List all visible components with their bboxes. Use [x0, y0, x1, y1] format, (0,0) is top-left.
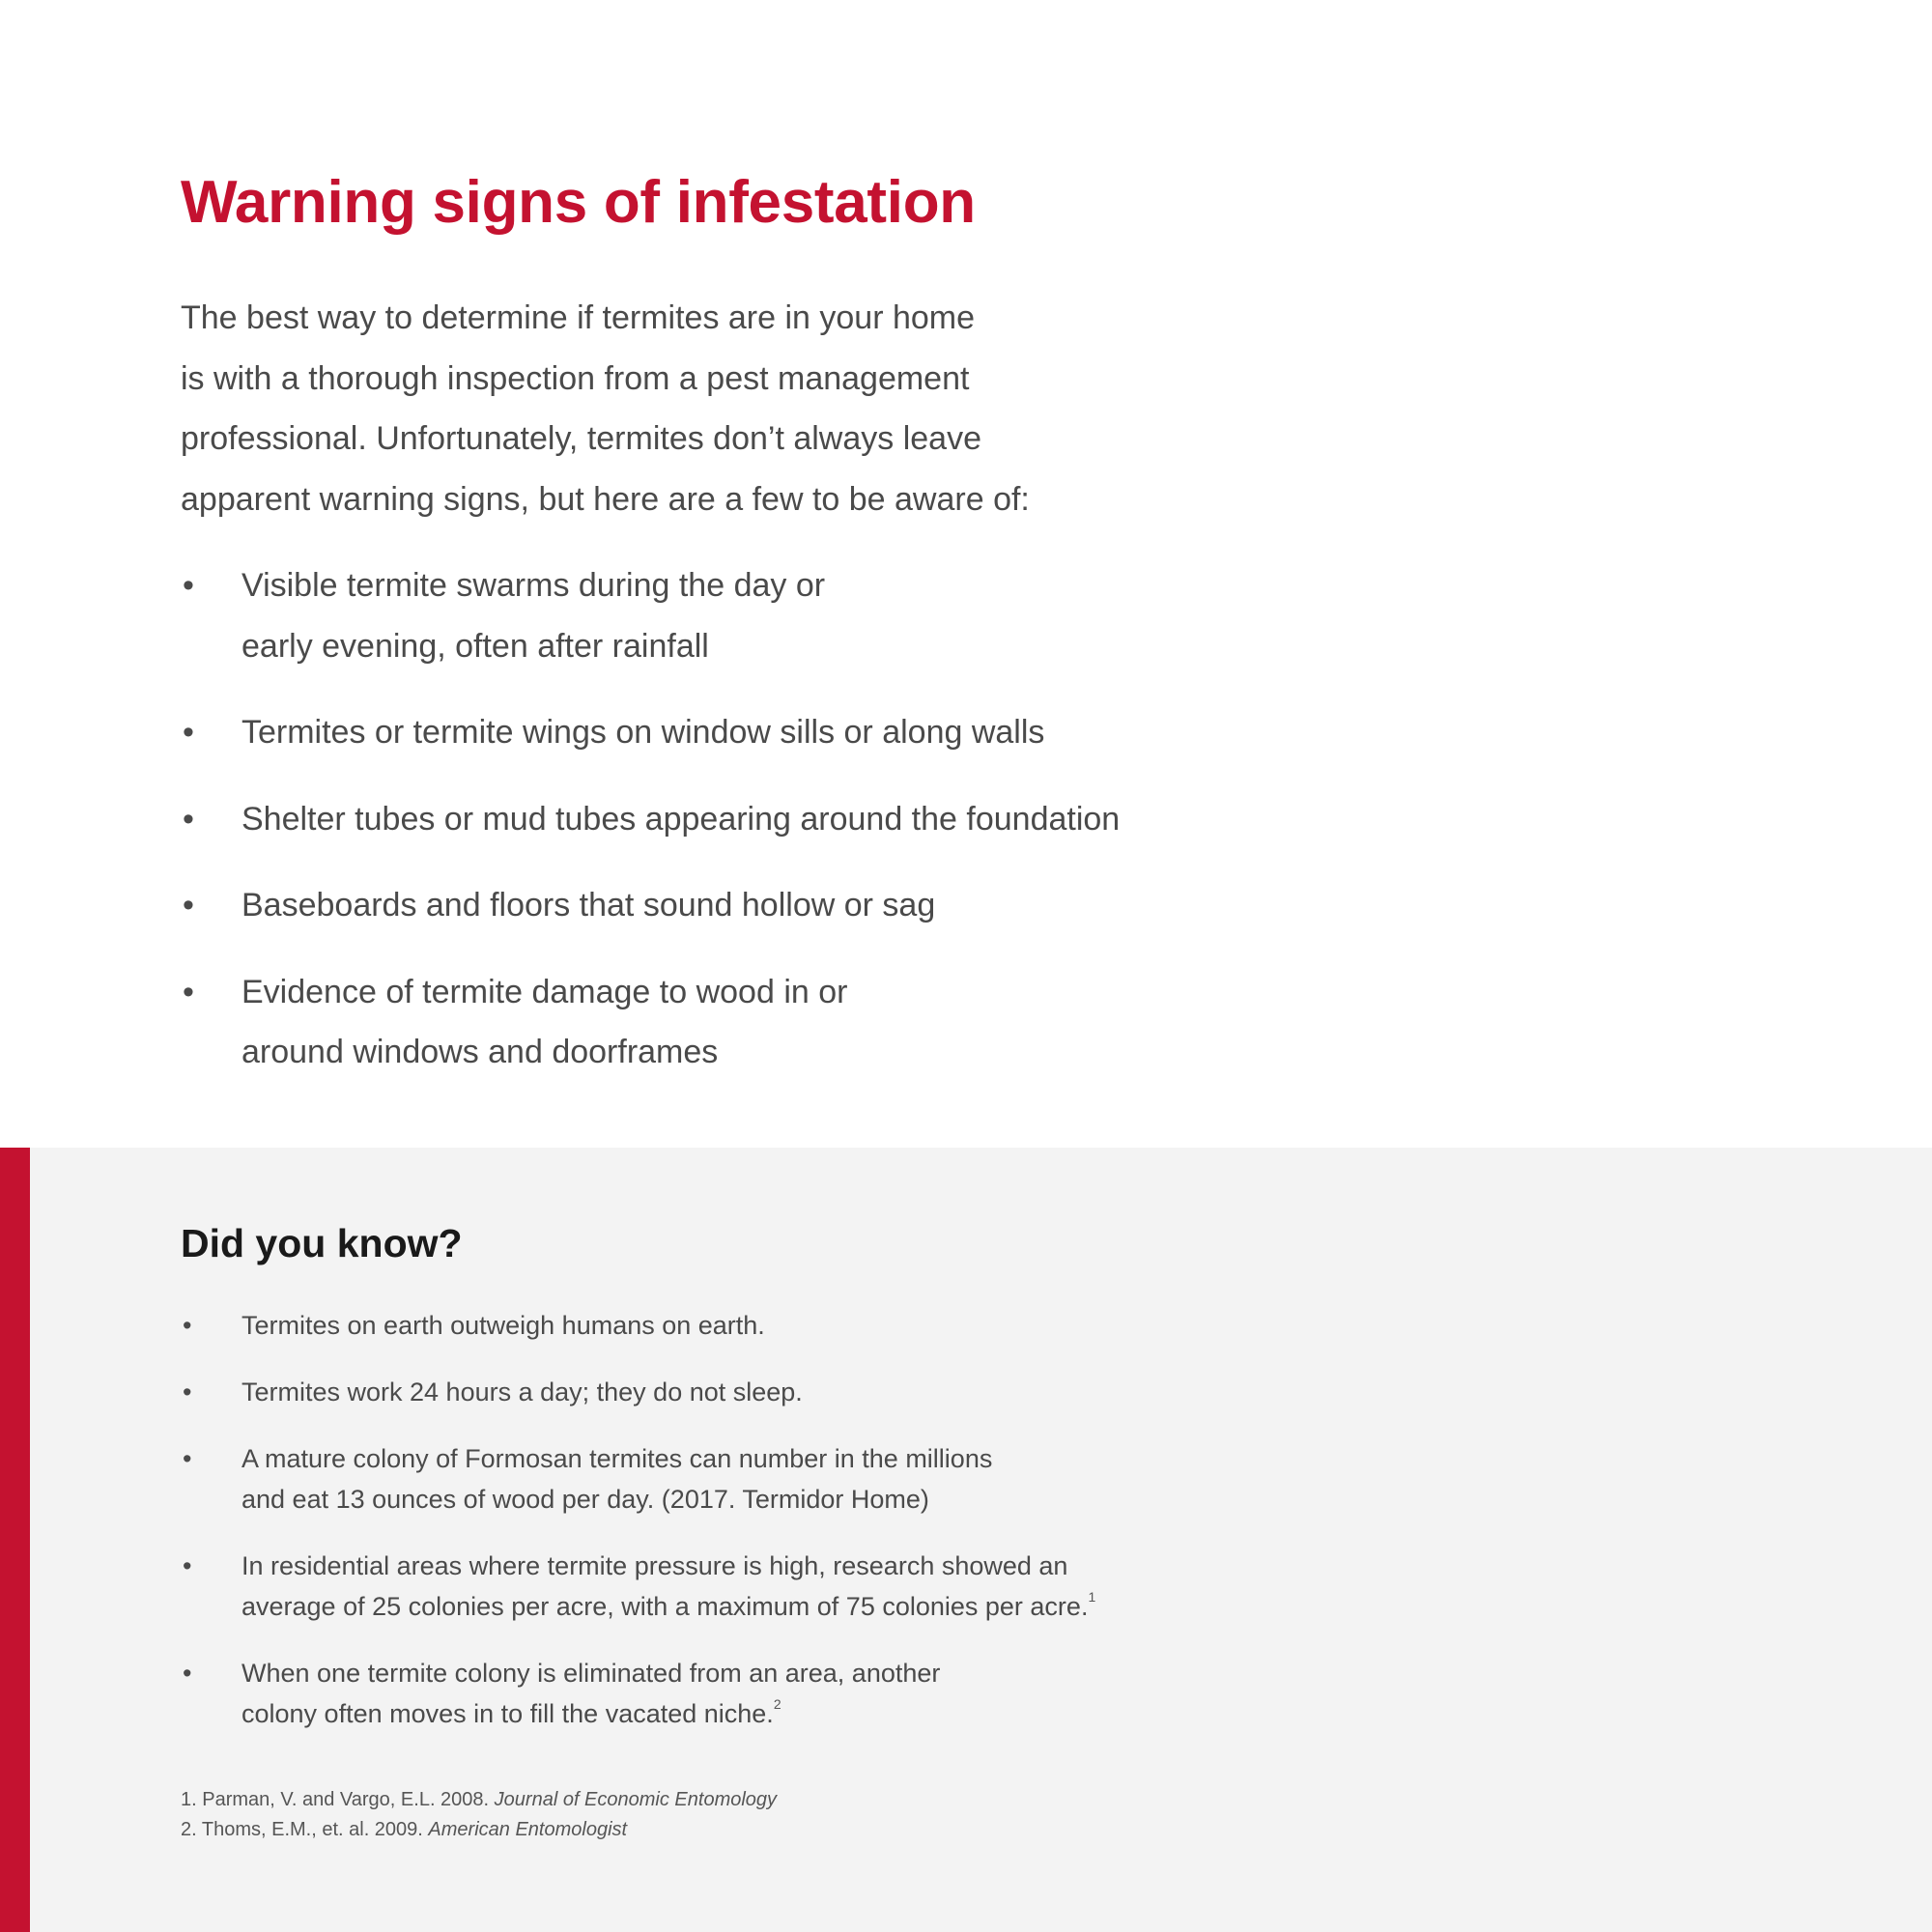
- list-item-line: A mature colony of Formosan termites can number in the millions: [242, 1444, 993, 1473]
- page-title: Warning signs of infestation: [181, 169, 976, 236]
- bullet-icon: •: [183, 1659, 192, 1688]
- list-item: [181, 789, 1243, 850]
- list-item-line: [242, 1586, 1243, 1627]
- list-item-line: Baseboards and floors that sound hollow or sag: [242, 887, 936, 923]
- footnote-marker: 1: [1088, 1589, 1096, 1605]
- list-item-line: Evidence of termite damage to wood in or: [242, 973, 848, 1010]
- list-item-line: early evening, often after rainfall: [242, 627, 709, 665]
- list-item: [181, 875, 1243, 936]
- list-item: [181, 702, 1243, 763]
- intro-paragraph: [181, 288, 1079, 529]
- list-item: [181, 555, 1243, 676]
- intro-line: apparent warning signs, but here are a few to be aware of:: [181, 480, 1030, 518]
- list-item: [181, 962, 1243, 1083]
- list-item-line: [242, 1693, 1243, 1734]
- footnote-marker: 2: [773, 1696, 781, 1712]
- facts-list: [181, 1305, 1243, 1760]
- section-title: Did you know?: [181, 1221, 463, 1265]
- warning-signs-list: [181, 555, 1243, 1109]
- list-item-line: Termites or termite wings on window sills or along walls: [242, 714, 1045, 751]
- bullet-icon: •: [183, 1311, 192, 1340]
- bullet-icon: •: [183, 800, 194, 838]
- did-you-know-panel: [0, 1148, 1932, 1932]
- bullet-icon: •: [183, 567, 194, 604]
- reference-source: American Entomologist: [428, 1819, 628, 1840]
- list-item-line: around windows and doorframes: [242, 1034, 719, 1070]
- list-item: [181, 1438, 1243, 1520]
- list-item-text: colony often moves in to fill the vacated niche.: [242, 1699, 774, 1728]
- reference-source: Journal of Economic Entomology: [494, 1789, 778, 1810]
- list-item-line: Visible termite swarms during the day or: [242, 567, 826, 604]
- reference-item: [181, 1815, 777, 1845]
- list-item-line: In residential areas where termite pressure is high, research showed an: [242, 1551, 1068, 1580]
- bullet-icon: •: [183, 887, 194, 923]
- reference-text: 2. Thoms, E.M., et. al. 2009.: [181, 1819, 429, 1840]
- list-item: [181, 1305, 1243, 1346]
- list-item-line: and eat 13 ounces of wood per day. (2017. Termidor Home): [242, 1485, 929, 1514]
- reference-text: 1. Parman, V. and Vargo, E.L. 2008.: [181, 1789, 495, 1810]
- list-item-line: When one termite colony is eliminated from an area, another: [242, 1659, 941, 1688]
- list-item: [181, 1372, 1243, 1412]
- bullet-icon: •: [183, 1378, 192, 1406]
- references: [181, 1785, 777, 1845]
- list-item-line: Shelter tubes or mud tubes appearing around the foundation: [242, 800, 1121, 838]
- list-item: [181, 1546, 1243, 1627]
- bullet-icon: •: [183, 1551, 192, 1580]
- list-item-line: Termites on earth outweigh humans on earth.: [242, 1311, 765, 1340]
- list-item-line: Termites work 24 hours a day; they do not sleep.: [242, 1378, 803, 1406]
- bullet-icon: •: [183, 1444, 192, 1473]
- bullet-icon: •: [183, 714, 194, 751]
- list-item: [181, 1653, 1243, 1734]
- accent-bar: [0, 1148, 30, 1932]
- reference-item: [181, 1785, 777, 1815]
- list-item-text: average of 25 colonies per acre, with a maximum of 75 colonies per acre.: [242, 1592, 1089, 1621]
- intro-line: professional. Unfortunately, termites don’t always leave: [181, 420, 981, 457]
- intro-line: is with a thorough inspection from a pest management: [181, 359, 970, 397]
- intro-line: The best way to determine if termites are in your home: [181, 299, 976, 336]
- bullet-icon: •: [183, 973, 194, 1010]
